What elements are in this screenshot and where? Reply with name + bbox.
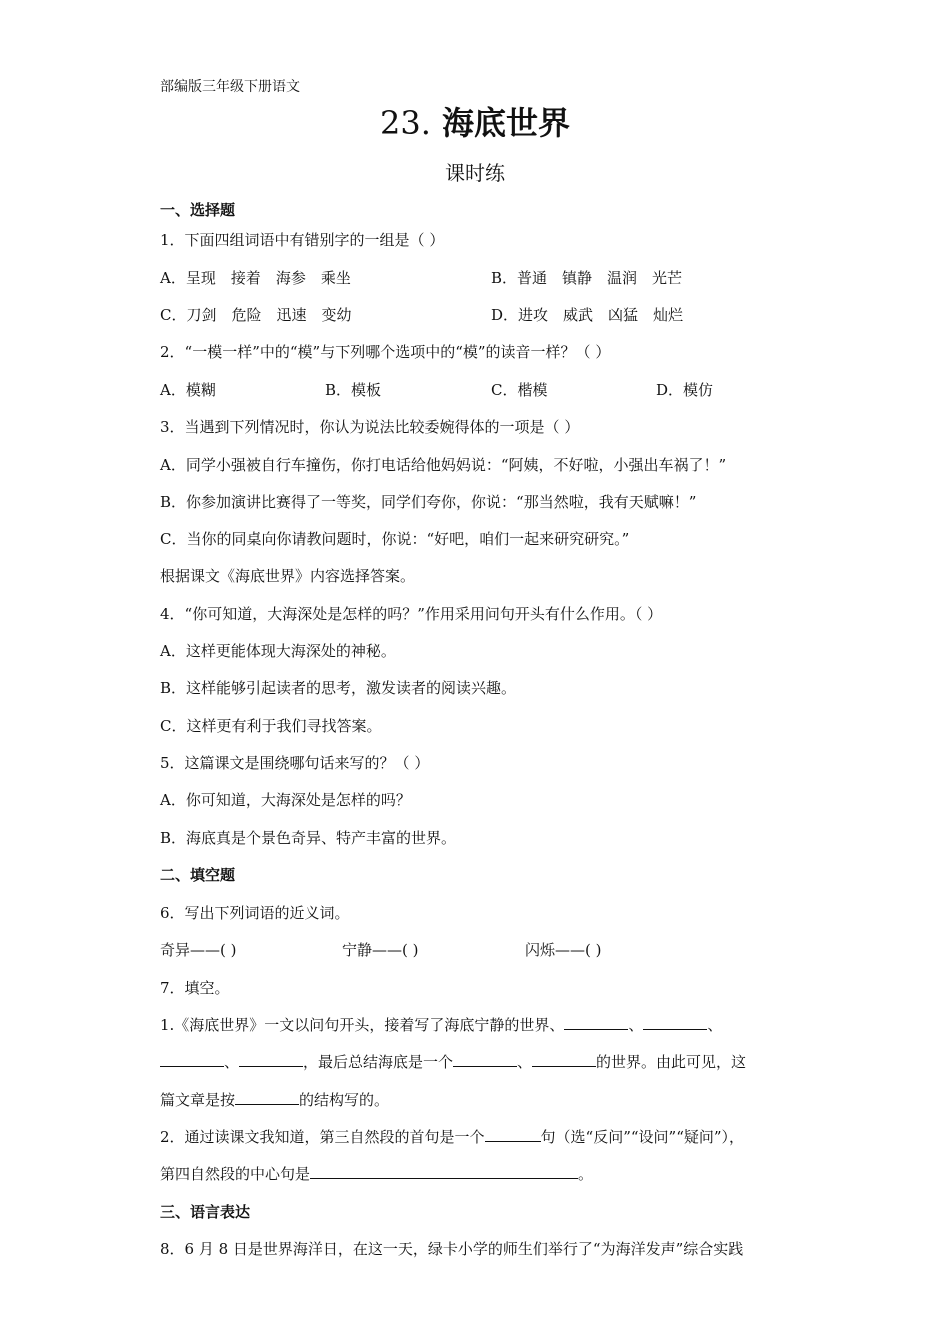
- q7-stem: 7．填空。: [160, 979, 230, 997]
- q4-option-a: A．这样更能体现大海深处的神秘。: [160, 642, 396, 660]
- answer-blank[interactable]: [485, 1127, 541, 1142]
- section-heading-expression: 三、语言表达: [160, 1203, 251, 1221]
- answer-blank[interactable]: [532, 1052, 596, 1067]
- q7-part2-text-c: 第四自然段的中心句是: [160, 1165, 311, 1183]
- section-heading-fill: 二、填空题: [160, 866, 236, 884]
- q4-5-intro: 根据课文《海底世界》内容选择答案。: [160, 567, 416, 585]
- header-course: 部编版三年级下册语文: [160, 79, 300, 95]
- answer-blank[interactable]: [239, 1052, 303, 1067]
- separator: 、: [707, 1016, 723, 1034]
- q6-word-3: 闪烁——( ): [525, 941, 602, 959]
- lesson-title: [0, 101, 950, 145]
- q1-option-b: B．普通 镇静 温润 光芒: [491, 269, 683, 287]
- q7-part2-text-a: 2．通过读课文我知道，第三自然段的首句是一个: [160, 1128, 485, 1146]
- q7-part2-text-b: 句（选“反问”“设问”“疑问”），: [540, 1128, 745, 1146]
- q7-part1-text-e: 的结构写的。: [299, 1091, 390, 1109]
- q4-stem: 4．“你可知道，大海深处是怎样的吗？”作用采用问句开头有什么作用。（ ）: [160, 605, 663, 623]
- q1-option-d: D．进攻 威武 凶猛 灿烂: [491, 306, 684, 324]
- q7-part1-line3: [160, 1090, 389, 1110]
- lesson-number: 23.: [379, 104, 431, 142]
- q7-part1-text-c: 的世界。由此可见，这: [596, 1053, 747, 1071]
- answer-blank[interactable]: [564, 1015, 628, 1030]
- q7-part1-line2: [160, 1052, 746, 1072]
- q3-option-b: B．你参加演讲比赛得了一等奖，同学们夸你，你说：“那当然啦，我有天赋嘛！”: [160, 493, 697, 511]
- q5-option-a: A．你可知道，大海深处是怎样的吗？: [160, 791, 411, 809]
- q7-part1-text-d: 篇文章是按: [160, 1091, 236, 1109]
- q2-option-a: A．模糊: [160, 381, 216, 399]
- q3-option-c: C．当你的同桌向你请教问题时，你说：“好吧，咱们一起来研究研究。”: [160, 530, 630, 548]
- answer-blank[interactable]: [160, 1052, 224, 1067]
- separator: 、: [628, 1016, 644, 1034]
- separator: 、: [224, 1053, 240, 1071]
- q2-option-d: D．模仿: [656, 381, 714, 399]
- answer-blank[interactable]: [643, 1015, 707, 1030]
- q4-option-b: B．这样能够引起读者的思考，激发读者的阅读兴趣。: [160, 679, 517, 697]
- subtitle: 课时练: [445, 161, 505, 185]
- answer-blank[interactable]: [235, 1090, 299, 1105]
- q7-part2-line1: [160, 1127, 744, 1147]
- q2-option-b: B．模板: [325, 381, 382, 399]
- q8-stem: 8．6 月 8 日是世界海洋日，在这一天，绿卡小学的师生们举行了“为海洋发声”综合实践: [160, 1240, 744, 1258]
- lesson-name: 海底世界: [442, 104, 571, 142]
- q1-stem: 1．下面四组词语中有错别字的一组是（ ）: [160, 231, 445, 249]
- q7-part1-line1: [160, 1015, 722, 1035]
- q7-part1-text-b: ，最后总结海底是一个: [303, 1053, 454, 1071]
- section-heading-choice: 一、选择题: [160, 201, 236, 219]
- q4-option-c: C．这样更有利于我们寻找答案。: [160, 717, 382, 735]
- q6-word-2: 宁静——( ): [342, 941, 419, 959]
- q5-option-b: B．海底真是个景色奇异、特产丰富的世界。: [160, 829, 457, 847]
- q7-part1-text-a: 1.《海底世界》一文以问句开头，接着写了海底宁静的世界、: [160, 1016, 565, 1034]
- q3-option-a: A．同学小强被自行车撞伤，你打电话给他妈妈说：“阿姨，不好啦，小强出车祸了！”: [160, 456, 727, 474]
- q7-part2-text-d: 。: [578, 1165, 594, 1183]
- answer-blank[interactable]: [453, 1052, 517, 1067]
- q6-stem: 6．写出下列词语的近义词。: [160, 904, 350, 922]
- answer-blank[interactable]: [310, 1164, 578, 1179]
- q3-stem: 3．当遇到下列情况时，你认为说法比较委婉得体的一项是（ ）: [160, 418, 580, 436]
- separator: 、: [517, 1053, 533, 1071]
- q1-option-c: C．刀剑 危险 迅速 变幼: [160, 306, 352, 324]
- q5-stem: 5．这篇课文是围绕哪句话来写的？（ ）: [160, 754, 430, 772]
- q6-word-1: 奇异——( ): [160, 941, 237, 959]
- q1-option-a: A．呈现 接着 海参 乘坐: [160, 269, 351, 287]
- q2-stem: 2．“一模一样”中的“模”与下列哪个选项中的“模”的读音一样？（ ）: [160, 343, 611, 361]
- q2-option-c: C．楷模: [491, 381, 548, 399]
- q7-part2-line2: [160, 1164, 593, 1184]
